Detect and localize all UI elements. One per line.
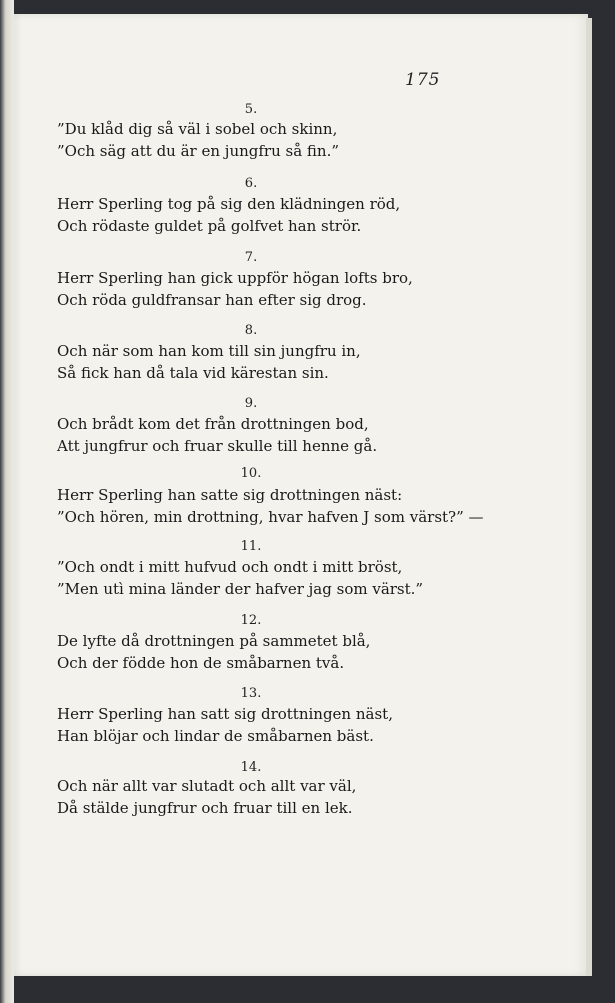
verse-line: Då stälde jungfrur och fruar till en lek. bbox=[57, 799, 353, 817]
stanza-number: 14. bbox=[240, 760, 262, 775]
verse-line: De lyfte då drottningen på sammetet blå, bbox=[57, 632, 371, 650]
stanza-number: 5. bbox=[244, 102, 258, 117]
verse-line: ”Och hören, min drottning, hvar hafven J som värst?” — bbox=[57, 508, 484, 526]
verse-line: Herr Sperling tog på sig den klädningen röd, bbox=[57, 195, 401, 213]
page-number: 175 bbox=[405, 70, 441, 90]
verse-line: ”Du klåd dig så väl i sobel och skinn, bbox=[57, 120, 338, 138]
verse-line: Han blöjar och lindar de småbarnen bäst. bbox=[57, 727, 374, 745]
verse-line: Och när allt var slutadt och allt var väl, bbox=[57, 777, 357, 795]
stanza-number: 6. bbox=[244, 176, 258, 191]
verse-line: Och röda guldfransar han efter sig drog. bbox=[57, 291, 367, 309]
left-page-edge bbox=[0, 0, 14, 1003]
verse-line: ”Och säg att du är en jungfru så fin.” bbox=[57, 142, 340, 160]
verse-line: Och när som han kom till sin jungfru in, bbox=[57, 342, 361, 360]
verse-line: Så fick han då tala vid kärestan sin. bbox=[57, 364, 329, 382]
stanza-number: 10. bbox=[240, 466, 262, 481]
page-edge-shadow bbox=[586, 18, 592, 976]
verse-line: Och brådt kom det från drottningen bod, bbox=[57, 415, 369, 433]
verse-line: Att jungfrur och fruar skulle till henne gå. bbox=[57, 437, 378, 455]
stanza-number: 12. bbox=[240, 613, 262, 628]
verse-line: Herr Sperling han satt sig drottningen näst, bbox=[57, 705, 393, 723]
stanza-number: 13. bbox=[240, 686, 262, 701]
stanza-number: 7. bbox=[244, 250, 258, 265]
verse-line: ”Men utì mina länder der hafver jag som värst.” bbox=[57, 580, 424, 598]
stanza-number: 11. bbox=[240, 539, 262, 554]
stanza-number: 9. bbox=[244, 396, 258, 411]
verse-line: Herr Sperling han satte sig drottningen näst: bbox=[57, 486, 403, 504]
verse-line: ”Och ondt i mitt hufvud och ondt i mitt bröst, bbox=[57, 558, 403, 576]
stanza-number: 8. bbox=[244, 323, 258, 338]
verse-line: Och rödaste guldet på golfvet han strör. bbox=[57, 217, 362, 235]
verse-line: Herr Sperling han gick uppför högan lofts bro, bbox=[57, 269, 413, 287]
verse-line: Och der födde hon de småbarnen två. bbox=[57, 654, 345, 672]
